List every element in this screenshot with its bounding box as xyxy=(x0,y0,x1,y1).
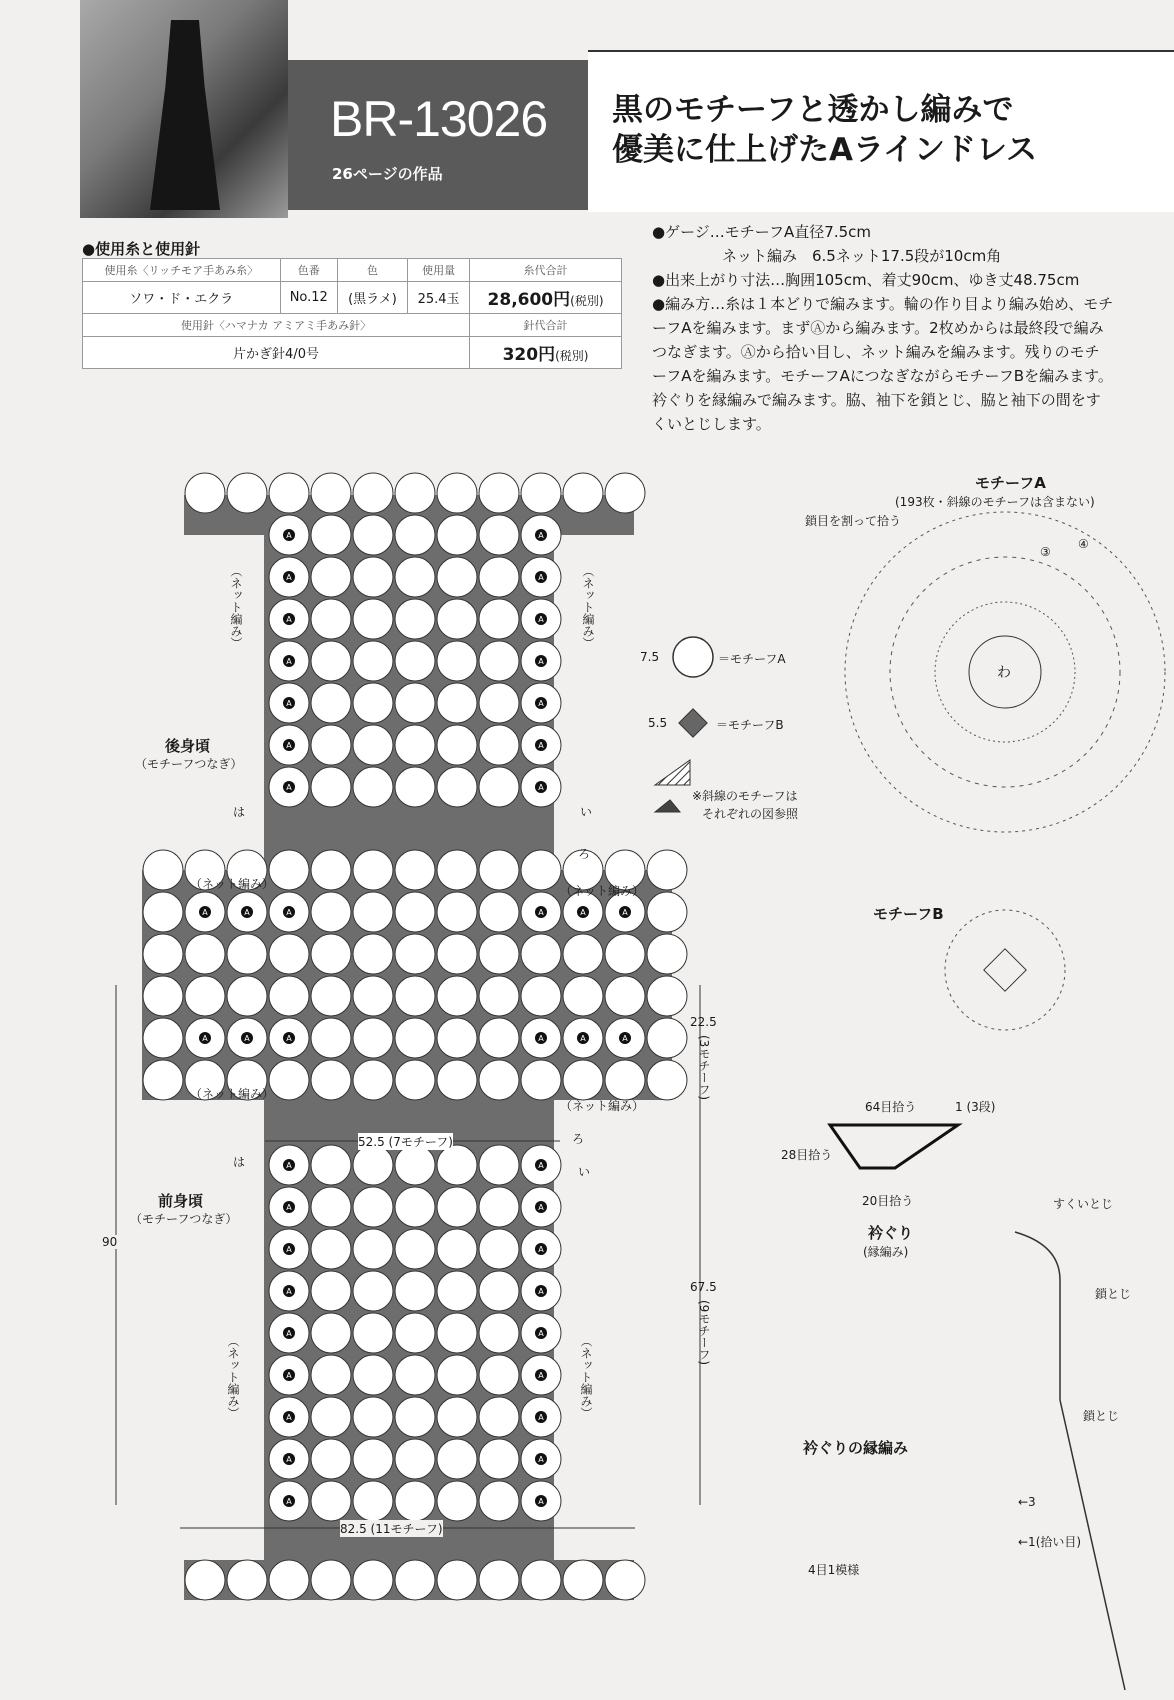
motif-a-circle xyxy=(479,1187,519,1227)
needle-total: 320円 xyxy=(502,345,556,365)
motif-a-circle xyxy=(269,934,309,974)
motif-a-start-mark-label: A xyxy=(286,741,292,750)
motif-a-circle xyxy=(269,850,309,890)
motif-a-circle xyxy=(353,683,393,723)
motif-a-circle xyxy=(353,1187,393,1227)
motif-a-circle xyxy=(353,976,393,1016)
motif-a-circle xyxy=(479,1397,519,1437)
motif-a-start-mark-label: A xyxy=(244,1034,250,1043)
motif-a-circle xyxy=(479,725,519,765)
motif-a-circle xyxy=(395,1060,435,1100)
motif-a-start-mark-label: A xyxy=(202,908,208,917)
motif-a-circle xyxy=(311,473,351,513)
seam-sukui: すくいとじ xyxy=(1053,1197,1114,1211)
dim-lower: 67.5 xyxy=(690,1280,717,1294)
yarn-header: 使用量 xyxy=(408,259,470,282)
back-bodice-sub: （モチーフつなぎ） xyxy=(135,757,243,771)
motif-a-start-mark-label: A xyxy=(286,1413,292,1422)
yarn-header: 使用糸〈リッチモア手あみ糸〉 xyxy=(83,259,281,282)
motif-a-start-mark-label: A xyxy=(538,531,544,540)
motif-a-start-mark-label: A xyxy=(286,1497,292,1506)
motif-a-circle xyxy=(143,976,183,1016)
motif-a-circle xyxy=(395,725,435,765)
motif-a-circle xyxy=(311,641,351,681)
yarn-amount: 25.4玉 xyxy=(408,282,470,314)
motif-a-circle xyxy=(353,1229,393,1269)
needle-header: 使用針〈ハマナカ アミアミ手あみ針〉 xyxy=(83,314,470,337)
motif-a-circle xyxy=(437,557,477,597)
motif-a-circle xyxy=(311,1439,351,1479)
legend-note-2: それぞれの図参照 xyxy=(702,807,799,821)
motif-a-circle xyxy=(479,515,519,555)
motif-a-circle xyxy=(437,473,477,513)
motif-a-circle xyxy=(437,1018,477,1058)
back-bodice-label: 後身頃 xyxy=(165,737,211,755)
marker-i: い xyxy=(578,1165,591,1179)
motif-a-circle xyxy=(437,683,477,723)
motif-a-circle xyxy=(479,892,519,932)
method-line: くいとじします。 xyxy=(652,415,771,433)
seam-kusari-1: 鎖とじ xyxy=(1095,1287,1132,1301)
motif-a-circle xyxy=(395,976,435,1016)
motif-a-pickup: 鎖目を割って拾う xyxy=(805,514,902,528)
motif-a-start-mark-label: A xyxy=(538,1161,544,1170)
motif-a-circle xyxy=(479,599,519,639)
front-bodice-label: 前身頃 xyxy=(158,1192,204,1210)
motif-a-circle xyxy=(311,1397,351,1437)
neck-edge-title: 衿ぐりの縁編み xyxy=(803,1439,909,1457)
dim-mid-width: 52.5 (7モチーフ) xyxy=(358,1135,453,1149)
motif-a-start-mark-label: A xyxy=(286,1287,292,1296)
motif-a-start-mark-label: A xyxy=(286,1203,292,1212)
motif-a-circle xyxy=(311,515,351,555)
motif-a-circle xyxy=(353,1271,393,1311)
motif-a-start-mark-label: A xyxy=(580,908,586,917)
motif-a-circle xyxy=(437,1187,477,1227)
motif-a-circle xyxy=(395,557,435,597)
motif-a-circle xyxy=(563,934,603,974)
motif-a-circle xyxy=(311,1560,351,1600)
motif-a-circle xyxy=(437,1060,477,1100)
motif-a-circle xyxy=(437,641,477,681)
motif-a-circle xyxy=(353,1481,393,1521)
yarn-header: 色 xyxy=(337,259,407,282)
yarn-color-no: No.12 xyxy=(280,282,337,314)
pattern-code: BR-13026 xyxy=(330,91,548,147)
motif-a-circle xyxy=(353,1018,393,1058)
motif-a-circle xyxy=(353,1060,393,1100)
motif-a-circle xyxy=(437,1229,477,1269)
motif-a-circle xyxy=(437,1271,477,1311)
neck-repeat: 4目1模様 xyxy=(808,1563,860,1577)
motif-a-start-mark-label: A xyxy=(286,531,292,540)
finished-size: ●出来上がり寸法…胸囲105cm、着丈90cm、ゆき丈48.75cm xyxy=(652,271,1080,289)
motif-a-circle xyxy=(437,1439,477,1479)
motif-a-circle xyxy=(479,976,519,1016)
motif-a-circle xyxy=(521,473,561,513)
front-bodice-sub: （モチーフつなぎ） xyxy=(130,1212,238,1226)
neckline-sub: (縁編み) xyxy=(863,1245,909,1259)
motif-a-circle xyxy=(353,850,393,890)
motif-a-circle xyxy=(437,599,477,639)
motif-a-circle xyxy=(269,976,309,1016)
motif-a-circle xyxy=(521,850,561,890)
legend-motif-b: ＝モチーフB xyxy=(716,718,784,732)
motif-a-circle xyxy=(311,1271,351,1311)
motif-a-start-mark-label: A xyxy=(538,1497,544,1506)
motif-a-circle xyxy=(395,1397,435,1437)
title-line-1: 黒のモチーフと透かし編みで xyxy=(612,92,1014,128)
motif-a-circle xyxy=(437,1481,477,1521)
motif-a-circle xyxy=(605,473,645,513)
motif-a-sub: (193枚・斜線のモチーフは含まない) xyxy=(895,495,1095,509)
motif-a-circle xyxy=(227,1560,267,1600)
net-label: （ネット編み） xyxy=(190,877,275,891)
tax-note: (税別) xyxy=(570,294,604,308)
motif-a-circle xyxy=(353,1313,393,1353)
motif-a-circle xyxy=(437,892,477,932)
motif-a-circle xyxy=(143,850,183,890)
motif-a-circle xyxy=(311,1355,351,1395)
motif-a-circle xyxy=(395,1439,435,1479)
motif-a-start-mark-label: A xyxy=(286,573,292,582)
motif-a-circle xyxy=(395,1145,435,1185)
motif-a-start-mark-label: A xyxy=(538,1371,544,1380)
neck-pick-20: 20目拾う xyxy=(862,1194,914,1208)
motif-a-start-mark-label: A xyxy=(538,1034,544,1043)
motif-a-circle xyxy=(311,557,351,597)
neck-row-3: ←3 xyxy=(1018,1495,1036,1509)
motif-a-circle xyxy=(437,934,477,974)
yarn-total: 28,600円 xyxy=(487,290,571,310)
legend-motif-a-circle xyxy=(673,637,713,677)
motif-a-circle xyxy=(647,1018,687,1058)
motif-a-start-mark-label: A xyxy=(286,908,292,917)
dim-bottom-width: 82.5 (11モチーフ) xyxy=(340,1522,443,1536)
motif-a-circle xyxy=(395,473,435,513)
motif-a-circle xyxy=(353,1439,393,1479)
net-label-vertical: （ネット編み） xyxy=(579,1335,593,1419)
motif-a-circle xyxy=(185,1560,225,1600)
motif-a-circle xyxy=(479,1229,519,1269)
motif-a-circle xyxy=(437,515,477,555)
dim-lower-sub: (9モチーフ) xyxy=(697,1300,711,1365)
title-line-2: 優美に仕上げたAラインドレス xyxy=(612,132,1038,168)
motif-a-circle xyxy=(395,1187,435,1227)
motif-a-start-mark-label: A xyxy=(286,783,292,792)
marker-ro: ろ xyxy=(572,1132,585,1146)
motif-a-circle xyxy=(311,1060,351,1100)
page-reference: 26ページの作品 xyxy=(332,165,443,183)
motif-a-circle xyxy=(269,473,309,513)
motif-a-circle xyxy=(143,892,183,932)
motif-a-circle xyxy=(353,1355,393,1395)
neck-pick-28: 28目拾う xyxy=(781,1148,833,1162)
legend-motif-b-diamond xyxy=(679,709,707,737)
motif-a-circle xyxy=(353,557,393,597)
needle-header: 針代合計 xyxy=(470,314,622,337)
motif-a-circle xyxy=(353,725,393,765)
motif-a-circle xyxy=(437,850,477,890)
motif-a-circle xyxy=(185,934,225,974)
motif-a-circle xyxy=(479,1060,519,1100)
motif-a-start-mark-label: A xyxy=(538,1413,544,1422)
seam-kusari-2: 鎖とじ xyxy=(1083,1409,1120,1423)
gauge-line-1: ●ゲージ…モチーフA直径7.5cm xyxy=(652,223,872,241)
net-label-vertical: （ネット編み） xyxy=(581,565,595,649)
net-label: （ネット編み） xyxy=(190,1087,275,1101)
motif-a-circle xyxy=(647,976,687,1016)
dress-motif-grid xyxy=(142,473,687,1600)
motif-a-circle xyxy=(395,1229,435,1269)
motif-a-circle xyxy=(143,934,183,974)
motif-a-circle xyxy=(563,976,603,1016)
legend-hatch-shape-1 xyxy=(655,760,690,785)
motif-a-circle xyxy=(185,976,225,1016)
motif-a-circle xyxy=(437,1397,477,1437)
motif-a-circle xyxy=(437,1145,477,1185)
legend-note-1: ※斜線のモチーフは xyxy=(692,789,798,803)
motif-a-start-mark-label: A xyxy=(538,1329,544,1338)
legend-hatch-shape-2 xyxy=(655,800,680,812)
motif-a-circle xyxy=(311,1481,351,1521)
motif-a-circle xyxy=(479,934,519,974)
motif-a-circle xyxy=(311,850,351,890)
motif-a-circle xyxy=(311,1018,351,1058)
motif-a-circle xyxy=(353,515,393,555)
motif-a-circle xyxy=(395,1018,435,1058)
method-line: ーフAを編みます。モチーフAにつなぎながらモチーフBを編みます。 xyxy=(652,367,1113,385)
net-label-vertical: （ネット編み） xyxy=(226,1335,240,1419)
motif-a-start-mark-label: A xyxy=(538,615,544,624)
motif-a-circle xyxy=(521,1060,561,1100)
motif-a-start-mark-label: A xyxy=(538,1245,544,1254)
motif-a-circle xyxy=(437,976,477,1016)
motif-a-circle xyxy=(605,1560,645,1600)
yarn-header: 色番 xyxy=(280,259,337,282)
marker-ha: は xyxy=(233,805,246,819)
motif-a-start-mark-label: A xyxy=(538,1455,544,1464)
motif-a-circle xyxy=(647,892,687,932)
motif-a-circle xyxy=(395,934,435,974)
marker-ro: ろ xyxy=(578,847,591,861)
method-line: ーフAを編みます。まずⒶから編みます。2枚めからは最終段で編み xyxy=(652,319,1104,337)
motif-a-start-mark-label: A xyxy=(286,1455,292,1464)
motif-a-start-mark-label: A xyxy=(538,1203,544,1212)
motif-a-start-mark-label: A xyxy=(538,783,544,792)
motif-a-start-mark-label: A xyxy=(286,615,292,624)
motif-a-circle xyxy=(395,1271,435,1311)
motif-a-circle xyxy=(479,1313,519,1353)
motif-a-start-mark-label: A xyxy=(538,573,544,582)
motif-a-circle xyxy=(395,515,435,555)
dim-total-height: 90 xyxy=(102,1235,118,1249)
method-line: ●編み方…糸は１本どりで編みます。輪の作り目より編み始め、モチ xyxy=(652,295,1114,313)
legend-motif-a: ＝モチーフA xyxy=(718,652,786,666)
motif-a-circle xyxy=(227,976,267,1016)
motif-a-circle xyxy=(311,1229,351,1269)
motif-a-circle xyxy=(395,599,435,639)
motif-a-circle xyxy=(311,1313,351,1353)
motif-a-start-mark-label: A xyxy=(286,1371,292,1380)
motif-a-circle xyxy=(311,683,351,723)
motif-a-start-mark-label: A xyxy=(244,908,250,917)
motif-b-title: モチーフB xyxy=(873,905,944,923)
yarn-color: (黒ラメ) xyxy=(337,282,407,314)
motif-a-start-mark-label: A xyxy=(538,1287,544,1296)
motif-a-circle xyxy=(479,641,519,681)
motif-a-circle xyxy=(143,1018,183,1058)
motif-a-start-mark-label: A xyxy=(580,1034,586,1043)
motif-a-title: モチーフA xyxy=(975,474,1046,492)
motif-a-circle xyxy=(353,1397,393,1437)
motif-a-start-mark-label: A xyxy=(286,1245,292,1254)
motif-a-start-mark-label: A xyxy=(622,1034,628,1043)
motif-a-circle xyxy=(353,934,393,974)
motif-a-start-mark-label: A xyxy=(538,908,544,917)
motif-a-circle xyxy=(353,767,393,807)
motif-a-circle xyxy=(647,1060,687,1100)
neckline-shape xyxy=(830,1125,958,1168)
motif-a-circle xyxy=(479,473,519,513)
motif-a-circle xyxy=(479,683,519,723)
motif-a-circle xyxy=(437,767,477,807)
method-line: 衿ぐりを縁編みで編みます。脇、袖下を鎖とじ、脇と袖下の間をす xyxy=(652,391,1101,409)
motif-a-circle xyxy=(479,1439,519,1479)
dim-upper-sub: (3モチーフ) xyxy=(697,1035,711,1100)
motif-a-start-mark-label: A xyxy=(286,699,292,708)
motif-a-circle xyxy=(479,557,519,597)
neck-row-1: ←1(拾い目) xyxy=(1018,1535,1082,1549)
motif-a-start-mark-label: A xyxy=(286,1034,292,1043)
motif-a-circle xyxy=(395,892,435,932)
motif-a-circle xyxy=(437,1355,477,1395)
motif-a-round-4: ④ xyxy=(1078,537,1089,551)
motif-a-circle xyxy=(311,599,351,639)
motif-a-circle xyxy=(227,934,267,974)
motif-a-circle xyxy=(479,1481,519,1521)
motif-a-circle xyxy=(311,767,351,807)
motif-a-circle xyxy=(479,767,519,807)
neck-pick-64: 64目拾う xyxy=(865,1100,917,1114)
motif-a-start-mark-label: A xyxy=(538,741,544,750)
motif-a-circle xyxy=(143,1060,183,1100)
motif-a-circle xyxy=(311,725,351,765)
yarn-header: 糸代合計 xyxy=(470,259,622,282)
motif-a-circle xyxy=(479,1560,519,1600)
motif-a-circle xyxy=(353,599,393,639)
motif-a-start-mark-label: A xyxy=(202,1034,208,1043)
net-label: （ネット編み） xyxy=(560,1099,645,1113)
motif-a-start-mark-label: A xyxy=(286,1161,292,1170)
neckline-title: 衿ぐり xyxy=(868,1224,914,1242)
motif-a-round-3: ③ xyxy=(1040,545,1051,559)
gauge-line-2: ネット編み 6.5ネット17.5段が10cm角 xyxy=(722,247,1002,265)
motif-a-circle xyxy=(479,1271,519,1311)
motif-a-circle xyxy=(395,683,435,723)
marker-i: い xyxy=(580,805,593,819)
motif-a-circle xyxy=(269,1060,309,1100)
motif-a-circle xyxy=(353,473,393,513)
motif-a-circle xyxy=(269,1560,309,1600)
net-label-vertical: （ネット編み） xyxy=(229,565,243,649)
motif-a-circle xyxy=(395,1313,435,1353)
motif-a-circle xyxy=(437,1560,477,1600)
net-label: （ネット編み） xyxy=(560,884,645,898)
motif-a-circle xyxy=(311,1187,351,1227)
motif-a-center: わ xyxy=(997,665,1011,681)
dim-upper: 22.5 xyxy=(690,1015,717,1029)
motif-a-circle xyxy=(353,1560,393,1600)
motif-a-circle xyxy=(521,934,561,974)
motif-a-circle xyxy=(521,1560,561,1600)
motif-a-circle xyxy=(395,1481,435,1521)
motif-a-start-mark-label: A xyxy=(286,657,292,666)
legend-size-b: 5.5 xyxy=(648,716,668,730)
motif-a-circle xyxy=(479,1355,519,1395)
neck-rows: 1 (3段) xyxy=(955,1100,996,1114)
motif-a-circle xyxy=(395,767,435,807)
motif-a-circle xyxy=(563,1560,603,1600)
motif-a-circle xyxy=(227,473,267,513)
motif-a-start-mark-label: A xyxy=(622,908,628,917)
motif-a-circle xyxy=(437,1313,477,1353)
motif-a-circle xyxy=(395,1355,435,1395)
motif-a-circle xyxy=(311,934,351,974)
motif-a-circle xyxy=(563,1060,603,1100)
motif-a-circle xyxy=(185,473,225,513)
yarn-name: ソワ・ド・エクラ xyxy=(83,282,281,314)
motif-a-circle xyxy=(395,850,435,890)
motif-a-circle xyxy=(563,473,603,513)
motif-a-circle xyxy=(395,1560,435,1600)
motif-a-circle xyxy=(479,850,519,890)
motif-a-circle xyxy=(311,976,351,1016)
motif-a-circle xyxy=(605,976,645,1016)
marker-ha: は xyxy=(233,1155,246,1169)
motif-a-circle xyxy=(605,934,645,974)
motif-a-circle xyxy=(353,1145,393,1185)
motif-a-start-mark-label: A xyxy=(286,1329,292,1338)
needle-name: 片かぎ針4/0号 xyxy=(83,337,470,369)
motif-a-circle xyxy=(311,1145,351,1185)
motif-a-start-mark-label: A xyxy=(538,699,544,708)
motif-a-circle xyxy=(479,1145,519,1185)
motif-a-circle xyxy=(647,850,687,890)
materials-heading: ●使用糸と使用針 xyxy=(82,240,201,258)
tax-note: (税別) xyxy=(555,349,589,363)
motif-a-start-mark-label: A xyxy=(538,657,544,666)
motif-a-circle xyxy=(605,1060,645,1100)
motif-a-circle xyxy=(353,892,393,932)
motif-a-circle xyxy=(311,892,351,932)
motif-a-circle xyxy=(647,934,687,974)
motif-a-circle xyxy=(479,1018,519,1058)
motif-a-circle xyxy=(353,641,393,681)
method-line: つなぎます。Ⓐから拾い目し、ネット編みを編みます。残りのモチ xyxy=(652,343,1100,361)
motif-a-circle xyxy=(395,641,435,681)
motif-b-chart xyxy=(945,910,1065,1030)
motif-a-circle xyxy=(521,976,561,1016)
legend-size-a: 7.5 xyxy=(640,650,660,664)
motif-a-circle xyxy=(437,725,477,765)
